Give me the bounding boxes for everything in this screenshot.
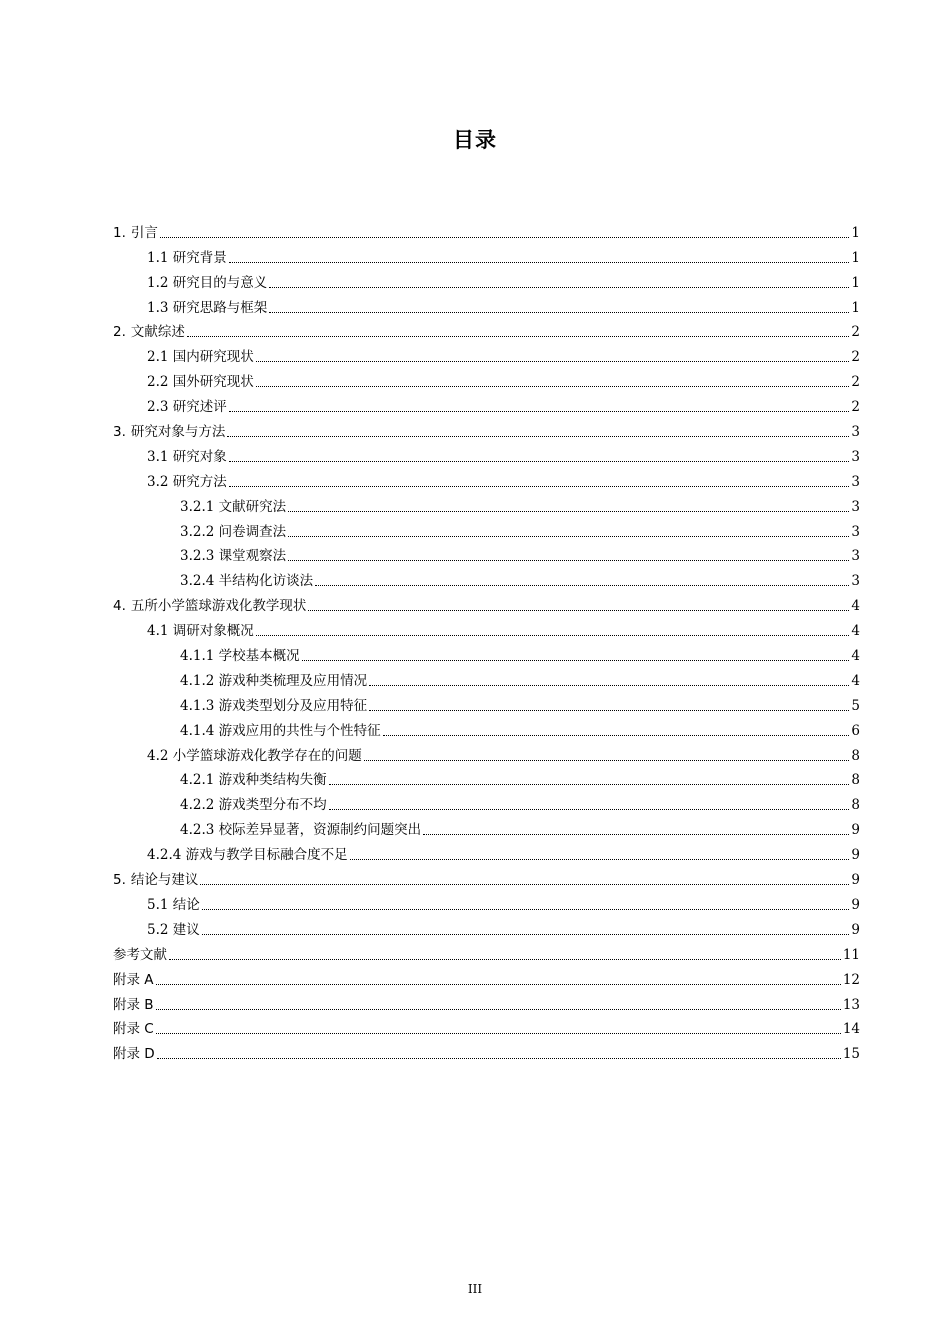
toc-entry-page: 9 — [851, 896, 860, 913]
toc-entry-page: 3 — [851, 424, 860, 441]
toc-entry[interactable] — [113, 888, 860, 913]
toc-entry[interactable] — [113, 938, 860, 963]
toc-entry-title: 3.2.2 问卷调查法 — [180, 523, 287, 540]
toc-entry-title: 文献综述 — [130, 324, 185, 341]
toc-entry-page: 1 — [851, 274, 860, 291]
toc-entry[interactable] — [113, 415, 860, 440]
toc-entry-page: 1 — [851, 299, 860, 316]
toc-entry-title: 4.1.4 游戏应用的共性与个性特征 — [180, 722, 381, 739]
toc-entry[interactable] — [113, 316, 860, 341]
toc-entry-page: 15 — [842, 1046, 860, 1063]
toc-entry-title: 4.1 调研对象概况 — [147, 623, 254, 640]
toc-entry-title: 4.1.3 游戏类型划分及应用特征 — [180, 697, 368, 714]
toc-entry-page: 2 — [851, 374, 860, 391]
toc-dot-leader — [288, 511, 849, 512]
toc-dot-leader — [156, 1033, 841, 1034]
toc-entry-title: 3.2.4 半结构化访谈法 — [180, 573, 314, 590]
toc-entry[interactable] — [113, 913, 860, 938]
toc-dot-leader — [369, 685, 849, 686]
toc-dot-leader — [308, 610, 849, 611]
toc-dot-leader — [229, 486, 850, 487]
toc-entry-title: 引言 — [130, 224, 158, 241]
toc-entry[interactable] — [113, 365, 860, 390]
toc-entry-page: 1 — [851, 249, 860, 266]
toc-entry-title: 4.1.2 游戏种类梳理及应用情况 — [180, 672, 368, 689]
toc-entry-page: 4 — [851, 598, 860, 615]
toc-entry[interactable] — [113, 340, 860, 365]
toc-entry[interactable] — [113, 764, 860, 789]
toc-entry[interactable] — [113, 589, 860, 614]
toc-entry-title: 5.1 结论 — [147, 896, 200, 913]
toc-entry-page: 3 — [851, 573, 860, 590]
toc-entry[interactable] — [113, 540, 860, 565]
toc-entry-page: 3 — [851, 448, 860, 465]
toc-entry[interactable] — [113, 440, 860, 465]
toc-dot-leader — [423, 834, 849, 835]
toc-entry-title: 3.2.1 文献研究法 — [180, 498, 287, 515]
toc-entry[interactable] — [113, 664, 860, 689]
toc-dot-leader — [169, 959, 841, 960]
toc-entry[interactable] — [113, 266, 860, 291]
toc-entry-page: 3 — [851, 473, 860, 490]
toc-entry[interactable] — [113, 813, 860, 838]
toc-dot-leader — [156, 984, 841, 985]
toc-dot-leader — [269, 312, 849, 313]
toc-entry-title: 1.1 研究背景 — [147, 249, 227, 266]
toc-dot-leader — [256, 361, 850, 362]
toc-entry-page: 8 — [851, 772, 860, 789]
toc-entry-page: 4 — [851, 648, 860, 665]
toc-entry-title: 2.2 国外研究现状 — [147, 374, 254, 391]
toc-entry-page: 3 — [851, 548, 860, 565]
toc-dot-leader — [229, 411, 850, 412]
toc-entry-number: 2. — [113, 324, 126, 341]
toc-entry[interactable] — [113, 390, 860, 415]
toc-entry[interactable] — [113, 988, 860, 1013]
toc-entry[interactable] — [113, 739, 860, 764]
toc-entry-page: 14 — [842, 1021, 860, 1038]
toc-entry[interactable] — [113, 465, 860, 490]
toc-entry-page: 9 — [851, 847, 860, 864]
toc-dot-leader — [369, 710, 849, 711]
toc-dot-leader — [256, 386, 850, 387]
toc-entry[interactable] — [113, 291, 860, 316]
toc-dot-leader — [187, 336, 850, 337]
toc-dot-leader — [350, 859, 850, 860]
toc-dot-leader — [157, 1058, 841, 1059]
toc-entry[interactable] — [113, 515, 860, 540]
toc-entry-page: 5 — [851, 697, 860, 714]
toc-entry[interactable] — [113, 216, 860, 241]
toc-dot-leader — [383, 735, 850, 736]
toc-entry-page: 12 — [842, 971, 860, 988]
toc-entry-page: 2 — [851, 324, 860, 341]
toc-entry-title: 1.3 研究思路与框架 — [147, 299, 268, 316]
toc-dot-leader — [200, 884, 849, 885]
toc-entry-page: 1 — [851, 224, 860, 241]
toc-entry[interactable] — [113, 714, 860, 739]
toc-entry-title: 附录 A — [113, 971, 154, 988]
toc-entry-page: 8 — [851, 797, 860, 814]
toc-dot-leader — [288, 560, 849, 561]
toc-entry[interactable] — [113, 639, 860, 664]
toc-dot-leader — [288, 536, 849, 537]
toc-entry-page: 4 — [851, 672, 860, 689]
toc-entry-title: 1.2 研究目的与意义 — [147, 274, 268, 291]
toc-entry-title: 附录 B — [113, 996, 154, 1013]
toc-dot-leader — [227, 436, 849, 437]
toc-dot-leader — [156, 1009, 841, 1010]
toc-entry-title: 5.2 建议 — [147, 921, 200, 938]
toc-entry[interactable] — [113, 1013, 860, 1038]
toc-entry[interactable] — [113, 689, 860, 714]
toc-entry-title: 研究对象与方法 — [130, 424, 226, 441]
toc-entry-title: 3.1 研究对象 — [147, 448, 227, 465]
toc-entry-title: 3.2 研究方法 — [147, 473, 227, 490]
toc-dot-leader — [329, 809, 850, 810]
toc-dot-leader — [229, 262, 850, 263]
toc-entry-title: 4.2.4 游戏与教学目标融合度不足 — [147, 847, 348, 864]
toc-dot-leader — [269, 287, 849, 288]
toc-entry-title: 3.2.3 课堂观察法 — [180, 548, 287, 565]
toc-entry[interactable] — [113, 963, 860, 988]
toc-entry-title: 附录 D — [113, 1046, 155, 1063]
toc-entry-page: 4 — [851, 623, 860, 640]
page-title: 目录 — [453, 128, 497, 152]
toc-entry-page: 9 — [851, 872, 860, 889]
toc-entry[interactable] — [113, 490, 860, 515]
toc-entry-title: 4.2.2 游戏类型分布不均 — [180, 797, 327, 814]
toc-entry-title: 4.1.1 学校基本概况 — [180, 648, 300, 665]
toc-dot-leader — [364, 760, 850, 761]
toc-entry-title: 4.2.1 游戏种类结构失衡 — [180, 772, 327, 789]
toc-dot-leader — [202, 909, 850, 910]
toc-entry-title: 2.1 国内研究现状 — [147, 349, 254, 366]
toc-entry-title: 4.2.3 校际差异显著，资源制约问题突出 — [180, 822, 422, 839]
toc-dot-leader — [315, 585, 849, 586]
toc-dot-leader — [202, 934, 850, 935]
toc-entry-page: 9 — [851, 822, 860, 839]
toc-dot-leader — [160, 237, 850, 238]
toc-dot-leader — [229, 461, 850, 462]
toc-entry-number: 3. — [113, 424, 126, 441]
toc-entry-title: 结论与建议 — [130, 872, 199, 889]
toc-entry-page: 2 — [851, 399, 860, 416]
toc-entry-title: 附录 C — [113, 1021, 154, 1038]
toc-entry[interactable] — [113, 564, 860, 589]
table-of-contents — [113, 216, 860, 1062]
toc-entry-page: 2 — [851, 349, 860, 366]
toc-entry[interactable] — [113, 614, 860, 639]
toc-entry[interactable] — [113, 241, 860, 266]
toc-dot-leader — [329, 784, 850, 785]
toc-entry-page: 3 — [851, 523, 860, 540]
toc-entry-title: 4.2 小学篮球游戏化教学存在的问题 — [147, 747, 362, 764]
toc-dot-leader — [256, 635, 850, 636]
toc-entry-page: 6 — [851, 722, 860, 739]
toc-entry-page: 11 — [842, 946, 860, 963]
toc-dot-leader — [302, 660, 850, 661]
toc-entry[interactable] — [113, 788, 860, 813]
toc-entry-title: 2.3 研究述评 — [147, 399, 227, 416]
toc-entry-number: 5. — [113, 872, 126, 889]
toc-entry-page: 3 — [851, 498, 860, 515]
toc-entry-title: 参考文献 — [113, 946, 167, 963]
toc-entry[interactable] — [113, 1037, 860, 1062]
toc-entry-number: 1. — [113, 224, 126, 241]
page-number: III — [467, 1282, 483, 1296]
toc-entry-number: 4. — [113, 598, 126, 615]
toc-entry-page: 9 — [851, 921, 860, 938]
toc-entry-page: 13 — [842, 996, 860, 1013]
toc-entry-title: 五所小学篮球游戏化教学现状 — [130, 598, 307, 615]
toc-entry[interactable] — [113, 863, 860, 888]
toc-entry[interactable] — [113, 838, 860, 863]
toc-entry-page: 8 — [851, 747, 860, 764]
